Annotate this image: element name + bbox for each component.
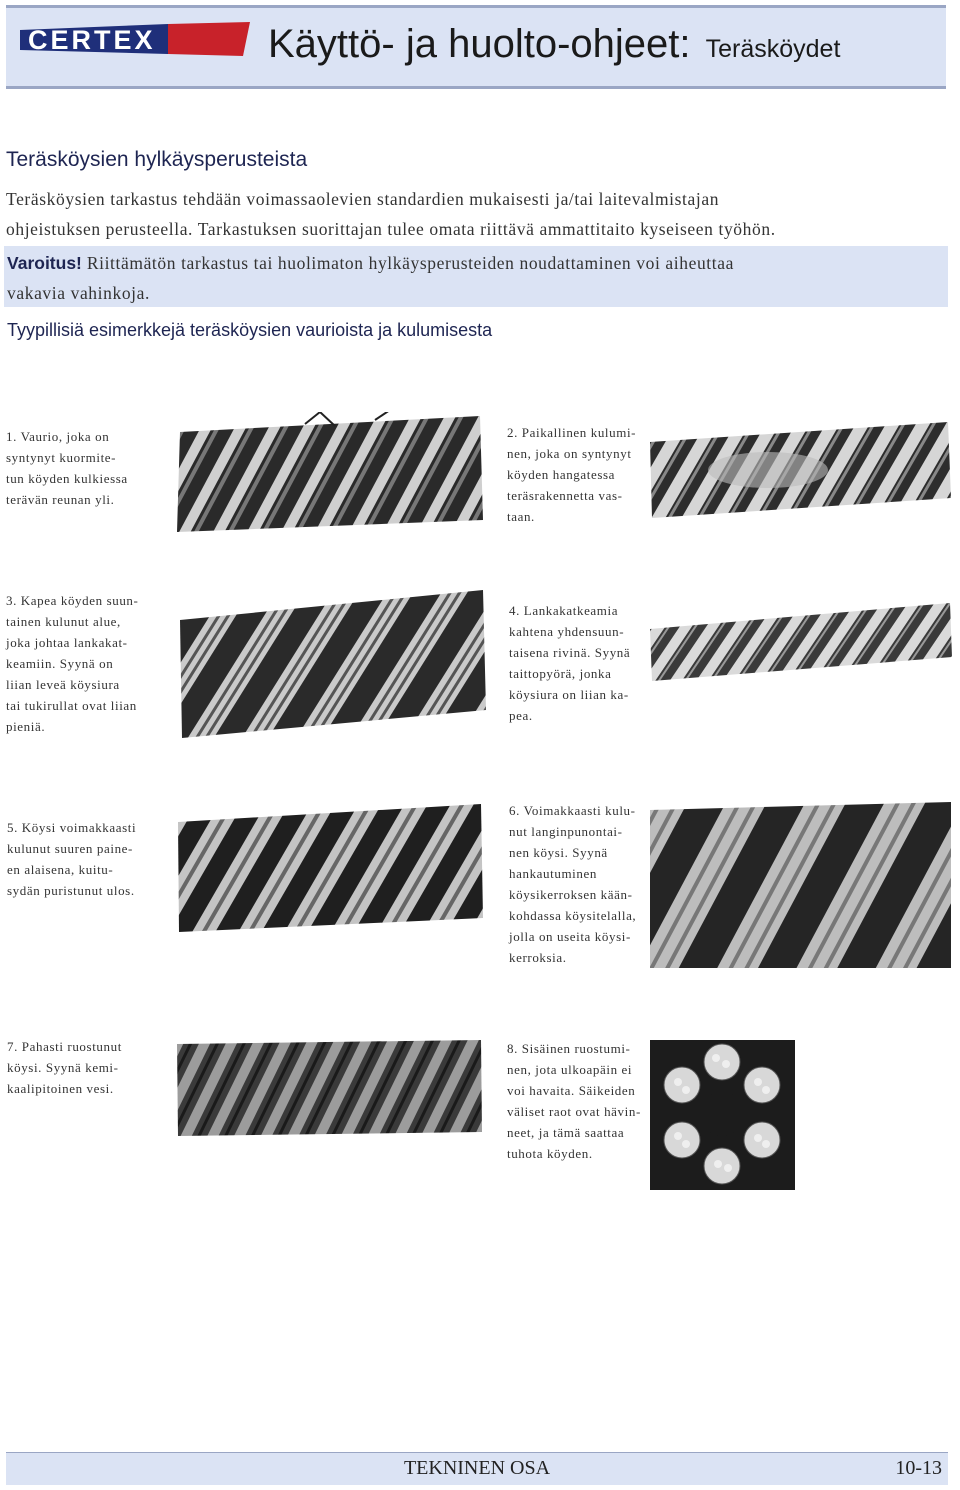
example-6-caption — [509, 800, 669, 968]
rope-image-1 — [175, 412, 485, 537]
warning-text: Riittämätön tarkastus tai huolimaton hylkäysperusteiden noudattaminen voi aiheuttaa — [81, 253, 734, 273]
caption-line: kohdassa köysitelalla, — [509, 908, 637, 923]
caption-line: neet, ja tämä saattaa — [507, 1125, 625, 1140]
example-5-caption — [7, 817, 167, 901]
rope-image-3 — [178, 580, 488, 740]
caption-line: hankautuminen — [509, 866, 597, 881]
caption-line: kahtena yhdensuun- — [509, 624, 625, 639]
caption-line: köyden hangatessa — [507, 467, 616, 482]
caption-line: teräsrakennetta vas- — [507, 488, 623, 503]
caption-line: voi havaita. Säikeiden — [507, 1083, 636, 1098]
caption-line: sydän puristunut ulos. — [7, 883, 135, 898]
example-2-caption — [507, 422, 667, 527]
caption-line: pea. — [509, 708, 533, 723]
caption-line: taittopyörä, jonka — [509, 666, 612, 681]
caption-line: kerroksia. — [509, 950, 567, 965]
certex-logo — [18, 20, 253, 60]
page-header — [6, 5, 946, 89]
caption-line: jolla on useita köysi- — [509, 929, 631, 944]
caption-line: 6. Voimakkaasti kulu- — [509, 803, 636, 818]
caption-line: nut langinpunontai- — [509, 824, 623, 839]
caption-line: liian leveä köysiura — [6, 677, 120, 692]
caption-line: syntynyt kuormite- — [6, 450, 117, 465]
caption-line: nen, joka on syntynyt — [507, 446, 632, 461]
caption-line: keamiin. Syynä on — [6, 656, 114, 671]
example-4-caption — [509, 600, 669, 726]
caption-line: 8. Sisäinen ruostumi- — [507, 1041, 631, 1056]
caption-line: 4. Lankakatkeamia — [509, 603, 619, 618]
page-number: 10-13 — [895, 1457, 942, 1479]
caption-line: nen köysi. Syynä — [509, 845, 608, 860]
caption-line: 3. Kapea köyden suun- — [6, 593, 139, 608]
caption-line: tun köyden kulkiessa — [6, 471, 128, 486]
caption-line: 7. Pahasti ruostunut — [7, 1039, 122, 1054]
caption-line: pieniä. — [6, 719, 46, 734]
caption-line: kaalipitoinen vesi. — [7, 1081, 114, 1096]
caption-line: 2. Paikallinen kulumi- — [507, 425, 637, 440]
warning-label: Varoitus! — [7, 253, 82, 273]
caption-line: taan. — [507, 509, 535, 524]
intro-paragraph: Teräsköysien tarkastus tehdään voimassaolevien standardien mukaisesti ja/tai laitevalmistajan ohjeistuksen perusteella. Tarkastuksen suorittajan tulee omata riittävä ammattitaito kyseiseen työhön. — [6, 189, 776, 239]
caption-line: köysikerroksen kään- — [509, 887, 633, 902]
caption-line: tuhota köyden. — [507, 1146, 593, 1161]
example-1-caption — [6, 426, 166, 510]
caption-line: kulunut suuren paine- — [7, 841, 133, 856]
rope-image-6 — [648, 800, 953, 970]
caption-line: tainen kulunut alue, — [6, 614, 121, 629]
caption-line: 5. Köysi voimakkaasti — [7, 820, 137, 835]
section-heading: Teräsköysien hylkäysperusteista — [6, 148, 308, 171]
caption-line: taisena rivinä. Syynä — [509, 645, 631, 660]
svg-text:CERTEX: CERTEX — [28, 25, 156, 55]
examples-heading: Tyypillisiä esimerkkejä teräsköysien vaurioista ja kulumisesta — [7, 320, 493, 340]
example-3-caption — [6, 590, 166, 737]
document-subtitle: Teräsköydet — [705, 35, 841, 63]
rope-image-4 — [648, 595, 953, 685]
warning-box: Varoitus! Riittämätön tarkastus tai huolimaton hylkäysperusteiden noudattaminen voi aiheuttaa vakavia vahinkoja. — [4, 246, 948, 307]
example-8-caption — [507, 1038, 667, 1164]
caption-line: väliset raot ovat hävin- — [507, 1104, 641, 1119]
caption-line: joka johtaa lankakat- — [6, 635, 128, 650]
caption-line: köysiura on liian ka- — [509, 687, 629, 702]
document-title: Käyttö- ja huolto-ohjeet: Teräsköydet — [268, 22, 841, 66]
caption-line: nen, jota ulkoapäin ei — [507, 1062, 633, 1077]
rope-image-5 — [176, 800, 486, 935]
caption-line: 1. Vaurio, joka on — [6, 429, 110, 444]
example-7-caption — [7, 1036, 167, 1099]
rope-image-2 — [648, 420, 953, 520]
rope-image-7 — [175, 1038, 485, 1138]
rope-cross-section-image — [650, 1040, 795, 1190]
caption-line: tai tukirullat ovat liian — [6, 698, 137, 713]
caption-line: terävän reunan yli. — [6, 492, 115, 507]
footer-section-name: TEKNINEN OSA — [403, 1457, 551, 1479]
page-footer — [6, 1452, 948, 1485]
caption-line: en alaisena, kuitu- — [7, 862, 114, 877]
caption-line: köysi. Syynä kemi- — [7, 1060, 119, 1075]
